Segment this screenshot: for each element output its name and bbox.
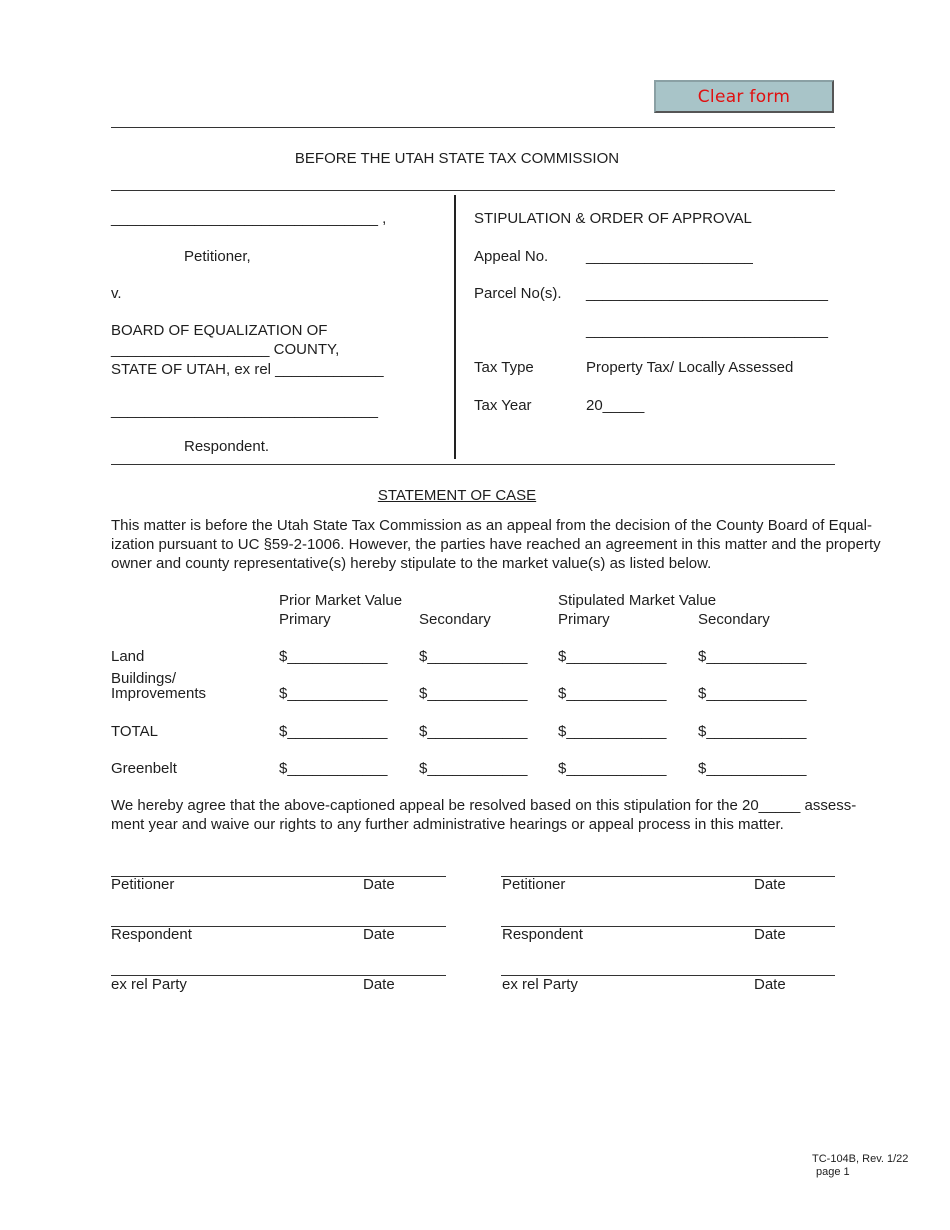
row-label-total: TOTAL bbox=[111, 723, 158, 740]
signature-label-petitioner-right: Petitioner bbox=[502, 876, 566, 893]
clear-form-button[interactable]: Clear form bbox=[654, 80, 834, 113]
signature-label-petitioner-left: Petitioner bbox=[111, 876, 175, 893]
form-id: TC-104B, Rev. 1/22 bbox=[812, 1153, 909, 1165]
total-stip-secondary-field[interactable]: $____________ bbox=[698, 723, 807, 740]
signature-date-respondent-left: Date bbox=[363, 926, 395, 943]
greenbelt-stip-primary-field[interactable]: $____________ bbox=[558, 760, 667, 777]
caption-bottom-rule bbox=[111, 464, 835, 465]
ex-rel-field[interactable]: STATE OF UTAH, ex rel _____________ bbox=[111, 361, 384, 378]
parcel-label: Parcel No(s). bbox=[474, 285, 562, 302]
county-field[interactable]: ___________________ COUNTY, bbox=[111, 341, 340, 358]
appeal-label: Appeal No. bbox=[474, 248, 549, 265]
greenbelt-stip-secondary-field[interactable]: $____________ bbox=[698, 760, 807, 777]
total-prior-primary-field[interactable]: $____________ bbox=[279, 723, 388, 740]
land-stip-primary-field[interactable]: $____________ bbox=[558, 648, 667, 665]
agreement-line-2: ment year and waive our rights to any further administrative hearings or appeal process in this matter. bbox=[111, 816, 784, 833]
statement-heading: STATEMENT OF CASE bbox=[377, 487, 537, 504]
column-header-stip-primary: Primary bbox=[558, 611, 610, 628]
tax-year-field[interactable]: 20_____ bbox=[586, 397, 645, 414]
signature-label-exrel-left: ex rel Party bbox=[111, 976, 187, 993]
signature-label-respondent-right: Respondent bbox=[502, 926, 583, 943]
signature-date-petitioner-right: Date bbox=[754, 876, 786, 893]
parcel-number-field-1[interactable]: _____________________________ bbox=[586, 285, 828, 302]
tax-year-label: Tax Year bbox=[474, 397, 532, 414]
total-stip-primary-field[interactable]: $____________ bbox=[558, 723, 667, 740]
petitioner-label: Petitioner, bbox=[184, 248, 251, 265]
versus-label: v. bbox=[111, 285, 122, 302]
board-line-1: BOARD OF EQUALIZATION OF bbox=[111, 322, 328, 339]
column-header-prior-secondary: Secondary bbox=[419, 611, 491, 628]
top-rule bbox=[111, 127, 835, 128]
total-prior-secondary-field[interactable]: $____________ bbox=[419, 723, 528, 740]
statement-line-3: owner and county representative(s) hereby stipulate to the market value(s) as listed below. bbox=[111, 555, 712, 572]
prior-market-value-header: Prior Market Value bbox=[279, 592, 403, 609]
page-number: page 1 bbox=[816, 1166, 850, 1178]
tax-type-label: Tax Type bbox=[474, 359, 534, 376]
column-header-stip-secondary: Secondary bbox=[698, 611, 770, 628]
statement-line-2: ization pursuant to UC §59-2-1006. However, the parties have reached an agreement in this matter and the property bbox=[111, 536, 881, 553]
respondent-label: Respondent. bbox=[184, 438, 270, 455]
document-title: STIPULATION & ORDER OF APPROVAL bbox=[474, 210, 752, 227]
row-label-greenbelt: Greenbelt bbox=[111, 760, 177, 777]
header-rule bbox=[111, 190, 835, 191]
parcel-number-field-2[interactable]: _____________________________ bbox=[586, 322, 828, 339]
stipulated-market-value-header: Stipulated Market Value bbox=[558, 592, 717, 609]
caption-divider bbox=[454, 195, 456, 459]
greenbelt-prior-secondary-field[interactable]: $____________ bbox=[419, 760, 528, 777]
page-title: BEFORE THE UTAH STATE TAX COMMISSION bbox=[294, 150, 620, 167]
greenbelt-prior-primary-field[interactable]: $____________ bbox=[279, 760, 388, 777]
buildings-prior-secondary-field[interactable]: $____________ bbox=[419, 685, 528, 702]
signature-date-respondent-right: Date bbox=[754, 926, 786, 943]
land-stip-secondary-field[interactable]: $____________ bbox=[698, 648, 807, 665]
statement-line-1: This matter is before the Utah State Tax Commission as an appeal from the decision of the County Board of Equal- bbox=[111, 517, 872, 534]
appeal-number-field[interactable]: ____________________ bbox=[586, 248, 753, 265]
signature-date-petitioner-left: Date bbox=[363, 876, 395, 893]
row-label-land: Land bbox=[111, 648, 145, 665]
column-header-prior-primary: Primary bbox=[279, 611, 331, 628]
tax-type-value: Property Tax/ Locally Assessed bbox=[586, 359, 794, 376]
buildings-stip-secondary-field[interactable]: $____________ bbox=[698, 685, 807, 702]
signature-label-respondent-left: Respondent bbox=[111, 926, 192, 943]
respondent-name-field[interactable]: ________________________________ bbox=[111, 402, 378, 419]
signature-label-exrel-right: ex rel Party bbox=[502, 976, 578, 993]
buildings-stip-primary-field[interactable]: $____________ bbox=[558, 685, 667, 702]
row-label-buildings: Buildings/ bbox=[111, 670, 177, 687]
row-label-improvements: Improvements bbox=[111, 685, 207, 702]
signature-date-exrel-left: Date bbox=[363, 976, 395, 993]
land-prior-primary-field[interactable]: $____________ bbox=[279, 648, 388, 665]
signature-date-exrel-right: Date bbox=[754, 976, 786, 993]
land-prior-secondary-field[interactable]: $____________ bbox=[419, 648, 528, 665]
agreement-line-1: We hereby agree that the above-captioned appeal be resolved based on this stipulation for the 20_____ assess- bbox=[111, 797, 857, 814]
petitioner-name-field[interactable]: ________________________________ , bbox=[111, 210, 387, 227]
buildings-prior-primary-field[interactable]: $____________ bbox=[279, 685, 388, 702]
